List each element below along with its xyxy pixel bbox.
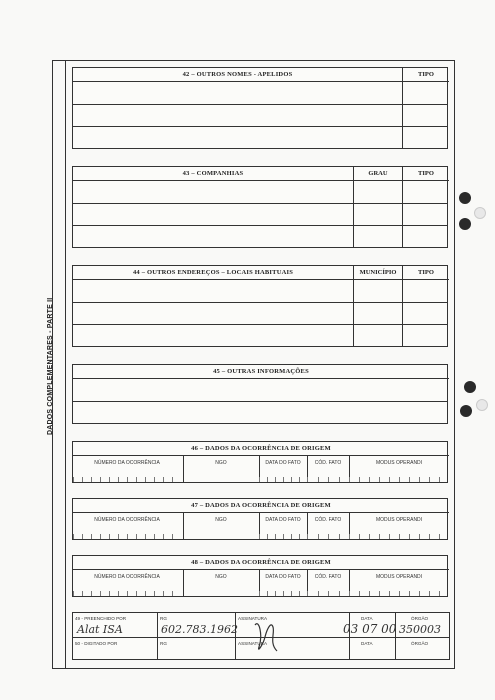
- side-label: DADOS COMPLEMENTARES - PARTE II: [47, 297, 54, 435]
- row-line: [73, 401, 447, 402]
- occ-numero-header: NÚMERO DA OCORRÊNCIA: [94, 517, 160, 523]
- assinatura-label: ASSINATURA: [238, 616, 268, 621]
- row-line: [73, 302, 447, 303]
- tick-row: [73, 532, 181, 539]
- occ-modus-header: MODUS OPERANDI: [375, 517, 423, 523]
- section-45-title: 45 – OUTRAS INFORMAÇÕES: [73, 365, 449, 379]
- row-line: [73, 104, 447, 105]
- punch-hole: [459, 218, 471, 230]
- section-47-title: 47 – DADOS DA OCORRÊNCIA DE ORIGEM: [73, 499, 449, 513]
- occ-modus-header: MODUS OPERANDI: [375, 574, 423, 580]
- occ-numero-header: NÚMERO DA OCORRÊNCIA: [94, 460, 160, 466]
- occ-cod-fato-header: CÓD. FATO: [314, 517, 342, 523]
- col-divider: [353, 280, 354, 346]
- section-43-title: 43 – COMPANHIAS: [73, 167, 353, 181]
- tick-row: [307, 475, 349, 482]
- section-43-tipo-header: TIPO: [402, 167, 449, 181]
- punch-hole: [459, 192, 471, 204]
- footer-block: [72, 612, 450, 660]
- handwritten-name: Alat ISA: [77, 623, 123, 636]
- tick-row: [349, 589, 449, 596]
- col-divider: [402, 82, 403, 148]
- section-47: [72, 498, 448, 540]
- section-44-title: 44 – OUTROS ENDEREÇOS – LOCAIS HABITUAIS: [73, 266, 353, 280]
- col-divider: [183, 456, 184, 482]
- section-46-title: 46 – DADOS DA OCORRÊNCIA DE ORIGEM: [73, 442, 449, 456]
- digitado-por-label: 50 - DIGITADO POR: [75, 641, 118, 646]
- occ-numero-header: NÚMERO DA OCORRÊNCIA: [94, 574, 160, 580]
- section-48: [72, 555, 448, 597]
- section-44: [72, 265, 448, 347]
- section-46: [72, 441, 448, 483]
- occ-cod-fato-header: CÓD. FATO: [314, 574, 342, 580]
- col-divider: [183, 570, 184, 596]
- rg-label: RG: [160, 641, 167, 646]
- tick-row: [307, 532, 349, 539]
- orgao-label: ÓRGÃO: [411, 641, 429, 646]
- punch-hole: [464, 381, 476, 393]
- col-divider: [349, 613, 350, 659]
- occ-modus-header: MODUS OPERANDI: [375, 460, 423, 466]
- section-48-title: 48 – DADOS DA OCORRÊNCIA DE ORIGEM: [73, 556, 449, 570]
- tick-row: [349, 532, 449, 539]
- row-line: [73, 324, 447, 325]
- occ-cod-fato-header: CÓD. FATO: [314, 460, 342, 466]
- punch-hole: [476, 399, 488, 411]
- section-43: [72, 166, 448, 248]
- section-44-tipo-header: TIPO: [402, 266, 449, 280]
- col-divider: [402, 181, 403, 247]
- occ-data-fato-header: DATA DO FATO: [265, 517, 301, 523]
- section-42-tipo-header: TIPO: [402, 68, 449, 82]
- rg-label: RG: [160, 616, 167, 621]
- section-43-grau-header: GRAU: [353, 167, 402, 181]
- section-42: [72, 67, 448, 149]
- tick-row: [259, 475, 307, 482]
- section-44-municipio-header: MUNICÍPIO: [353, 266, 402, 280]
- col-divider: [183, 513, 184, 539]
- side-strip: [52, 60, 66, 669]
- data-label: DATA: [361, 641, 373, 646]
- tick-row: [259, 532, 307, 539]
- punch-hole: [474, 207, 486, 219]
- occ-data-fato-header: DATA DO FATO: [265, 460, 301, 466]
- handwritten-data: 03 07 00: [343, 622, 397, 636]
- tick-row: [73, 475, 181, 482]
- row-line: [73, 225, 447, 226]
- handwritten-orgao: 350003: [399, 623, 441, 636]
- tick-row: [259, 589, 307, 596]
- tick-row: [349, 475, 449, 482]
- data-label: DATA: [361, 616, 373, 621]
- occ-data-fato-header: DATA DO FATO: [265, 574, 301, 580]
- col-divider: [157, 613, 158, 659]
- occ-ngo-header: NGO: [215, 517, 227, 523]
- preenchido-por-label: 49 - PREENCHIDO POR: [75, 616, 127, 621]
- tick-row: [73, 589, 181, 596]
- handwritten-rg: 602.783.1962: [161, 623, 238, 636]
- col-divider: [353, 181, 354, 247]
- orgao-label: ÓRGÃO: [411, 616, 429, 621]
- section-42-title: 42 – OUTROS NOMES - APELIDOS: [73, 68, 402, 82]
- occ-ngo-header: NGO: [215, 574, 227, 580]
- signature-scribble: [251, 617, 281, 657]
- tick-row: [307, 589, 349, 596]
- occ-ngo-header: NGO: [215, 460, 227, 466]
- col-divider: [235, 613, 236, 659]
- col-divider: [395, 613, 396, 659]
- assinatura-label: ASSINATURA: [238, 641, 268, 646]
- row-line: [73, 203, 447, 204]
- row-line: [73, 126, 447, 127]
- section-45: [72, 364, 448, 424]
- punch-hole: [460, 405, 472, 417]
- col-divider: [402, 280, 403, 346]
